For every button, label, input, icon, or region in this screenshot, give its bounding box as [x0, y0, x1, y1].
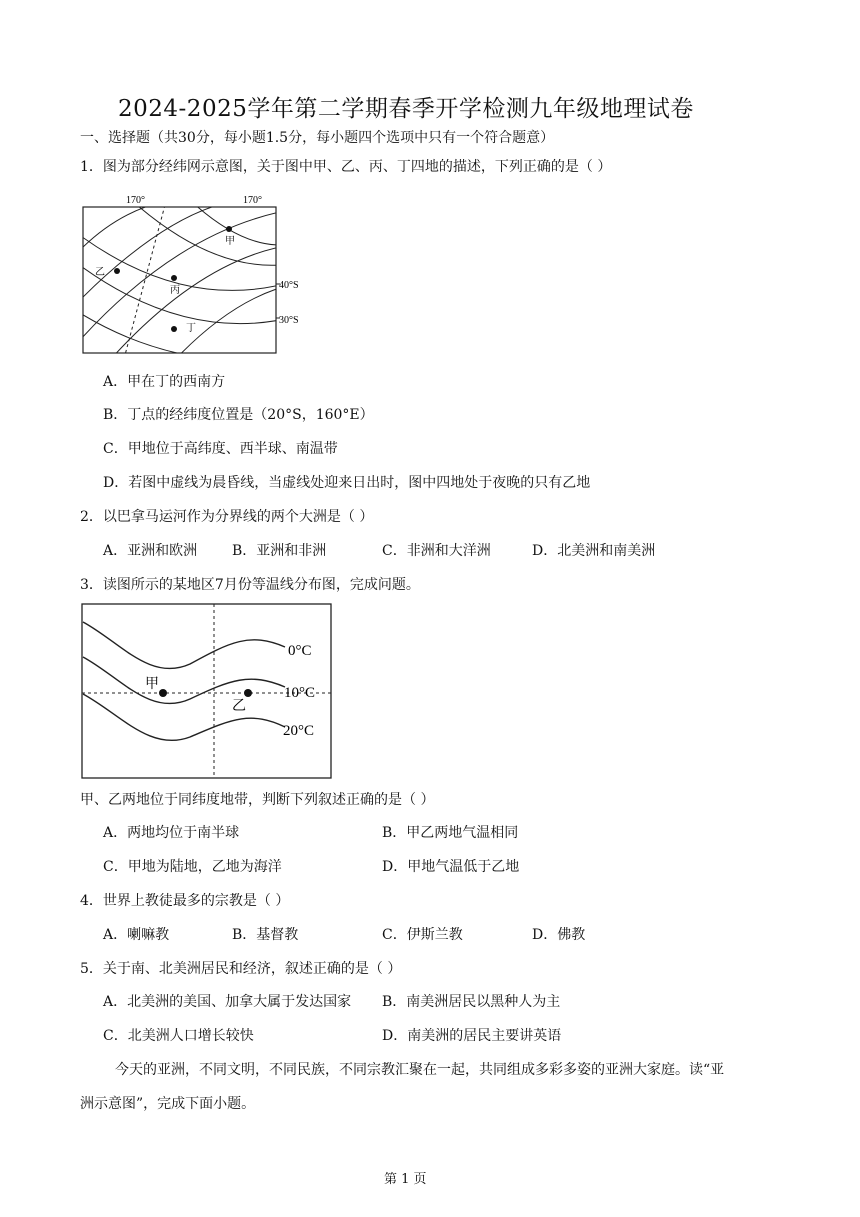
- q1-option-a: A．甲在丁的西南方: [103, 374, 226, 390]
- q2-option-b: B．亚洲和非洲: [232, 543, 327, 559]
- question-3-sub-stem: 甲、乙两地位于同纬度地带，判断下列叙述正确的是（ ）: [80, 792, 435, 808]
- q1-option-d: D．若图中虚线为晨昏线，当虚线处迎来日出时，图中四地处于夜晚的只有乙地: [103, 475, 591, 491]
- point-yi: [244, 689, 252, 697]
- point-ding-label: 丁: [186, 323, 196, 334]
- q5-option-c: C．北美洲人口增长较快: [103, 1028, 254, 1044]
- isotherm-label-20: 20°C: [283, 723, 315, 739]
- page-title: 2024-2025学年第二学期春季开学检测九年级地理试卷: [118, 96, 694, 122]
- question-1-stem: 1．图为部分经纬网示意图，关于图中甲、乙、丙、丁四地的描述，下列正确的是（ ）: [80, 159, 612, 175]
- q4-option-d: D．佛教: [532, 927, 586, 943]
- q4-option-c: C．伊斯兰教: [382, 927, 463, 943]
- point-jia-label: 甲: [145, 677, 159, 692]
- isotherm-10: [83, 657, 285, 704]
- q1-option-c: C．甲地位于高纬度、西半球、南温带: [103, 441, 338, 457]
- question-2-stem: 2．以巴拿马运河作为分界线的两个大洲是（ ）: [80, 509, 374, 525]
- q2-option-a: A．亚洲和欧洲: [103, 543, 198, 559]
- top-label-left: 170°: [126, 195, 145, 206]
- section-header: 一、选择题（共30分，每小题1.5分，每小题四个选项中只有一个符合题意）: [80, 130, 555, 146]
- question-3-stem: 3．读图所示的某地区7月份等温线分布图，完成问题。: [80, 577, 420, 593]
- question-4-stem: 4．世界上教徒最多的宗教是（ ）: [80, 893, 290, 909]
- question-5-stem: 5．关于南、北美洲居民和经济，叙述正确的是（ ）: [80, 961, 402, 977]
- point-jia: [159, 689, 167, 697]
- q5-option-d: D．南美洲的居民主要讲英语: [382, 1028, 562, 1044]
- q3-option-a: A．两地均位于南半球: [103, 825, 240, 841]
- map-frame: [83, 207, 276, 353]
- dashed-line: [125, 205, 165, 355]
- point-ding: [171, 326, 177, 332]
- q5-option-b: B．南美洲居民以黑种人为主: [382, 994, 561, 1010]
- latitude-line: [80, 300, 280, 355]
- longitude-line: [80, 210, 290, 340]
- passage-line-2: 洲示意图”，完成下面小题。: [80, 1096, 256, 1112]
- latitude-line: [80, 250, 280, 324]
- q3-option-c: C．甲地为陆地，乙地为海洋: [103, 859, 282, 875]
- q5-option-a: A．北美洲的美国、加拿大属于发达国家: [103, 994, 352, 1010]
- q3-option-b: B．甲乙两地气温相同: [382, 825, 519, 841]
- q2-option-c: C．非洲和大洋洲: [382, 543, 491, 559]
- isotherm-label-0: 0°C: [288, 643, 312, 659]
- isotherm-chart: [80, 602, 335, 782]
- isotherm-label-10: 10°C: [284, 685, 316, 701]
- q4-option-b: B．基督教: [232, 927, 299, 943]
- lat-label-40s: 40°S: [279, 280, 299, 291]
- point-bing: [171, 275, 177, 281]
- graticule-map-svg: [80, 190, 310, 355]
- latitude-line: [80, 220, 280, 290]
- passage-line-1: 今天的亚洲，不同文明，不同民族，不同宗教汇聚在一起，共同组成多彩多姿的亚洲大家庭。读“亚: [115, 1062, 725, 1078]
- graticule-map: [80, 190, 310, 355]
- longitude-line: [170, 285, 290, 355]
- point-yi: [114, 268, 120, 274]
- point-jia: [226, 226, 232, 232]
- longitude-line: [80, 200, 240, 300]
- top-label-right: 170°: [243, 195, 262, 206]
- lat-label-30s: 30°S: [279, 315, 299, 326]
- isotherm-chart-svg: [80, 602, 335, 782]
- q3-option-d: D．甲地气温低于乙地: [382, 859, 520, 875]
- q4-option-a: A．喇嘛教: [103, 927, 170, 943]
- point-yi-label: 乙: [232, 699, 246, 714]
- q2-option-d: D．北美洲和南美洲: [532, 543, 656, 559]
- point-jia-label: 甲: [225, 236, 235, 247]
- point-yi-label: 乙: [95, 267, 105, 278]
- point-bing-label: 丙: [170, 285, 180, 296]
- isotherm-0: [83, 622, 285, 669]
- page-number: 第 1 页: [384, 1172, 427, 1187]
- q1-option-b: B．丁点的经纬度位置是（20°S，160°E）: [103, 407, 374, 423]
